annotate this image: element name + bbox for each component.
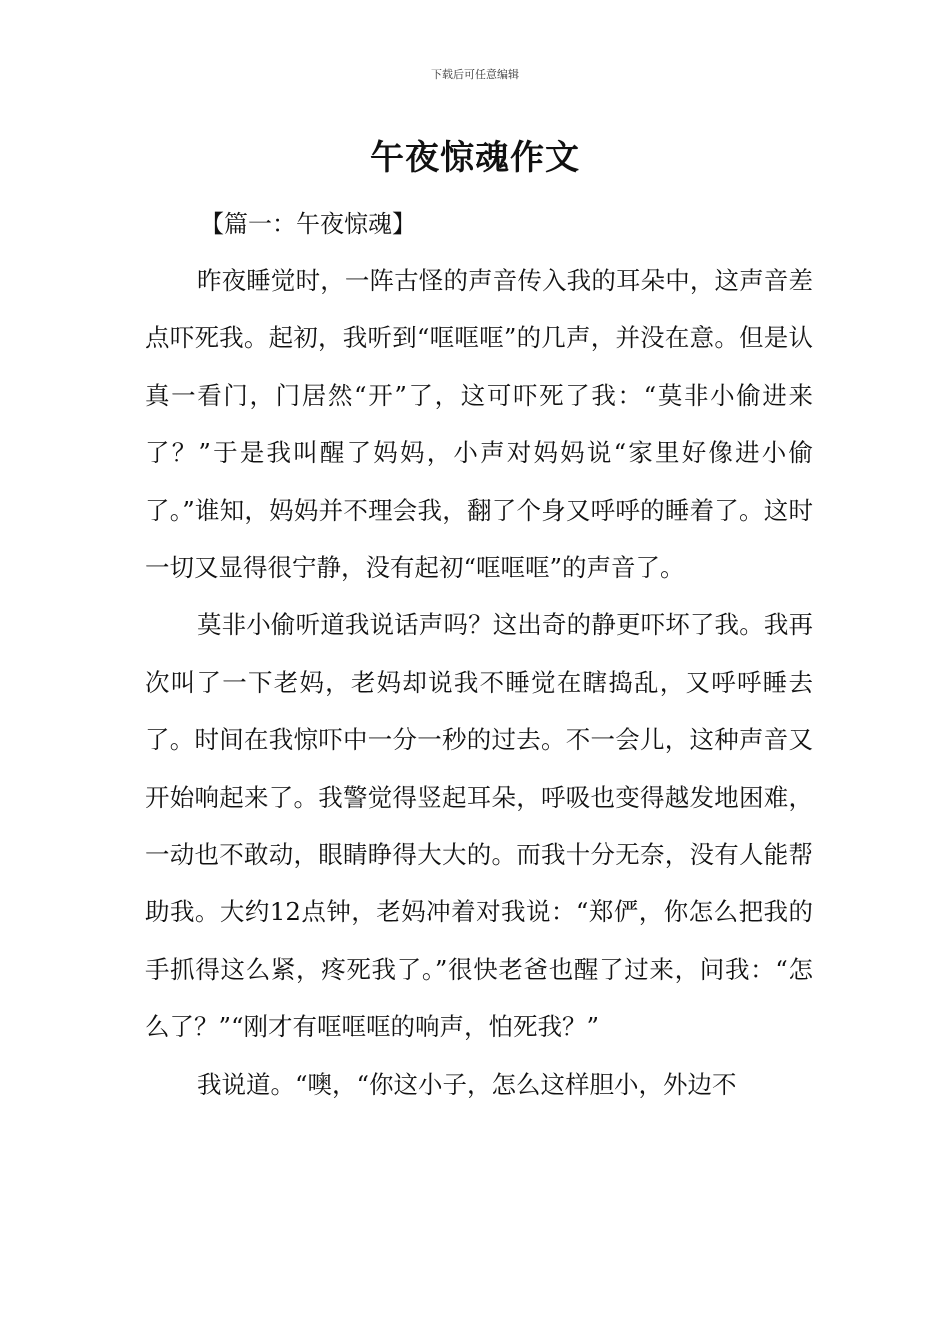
section-heading: 【篇一：午夜惊魂】 xyxy=(200,210,416,238)
header-note: 下载后可任意编辑 xyxy=(431,68,519,81)
paragraph-1: 昨夜睡觉时，一阵古怪的声音传入我的耳朵中，这声音差点吓死我。起初，我听到“哐哐哐”的几声，并没在意。但是认真一看门，门居然“开”了，这可吓死了我：“莫非小偷进来了？”于是我叫醒了妈妈，小声对妈妈说“家里好像进小偷了。”谁知，妈妈并不理会我，翻了个身又呼呼的睡着了。这时一切又显得很宁静，没有起初“哐哐哐”的声音了。 xyxy=(145,266,813,583)
paragraph-2: 莫非小偷听道我说话声吗？这出奇的静更吓坏了我。我再次叫了一下老妈，老妈却说我不睡觉在瞎捣乱，又呼呼睡去了。时间在我惊吓中一分一秒的过去。不一会儿，这种声音又开始响起来了。我警觉得竖起耳朵，呼吸也变得越发地困难，一动也不敢动，眼睛睁得大大的。而我十分无奈，没有人能帮助我。大约12点钟，老妈冲着对我说：“郑俨，你怎么把我的手抓得这么紧，疼死我了。”很快老爸也醒了过来，问我：“怎么了？”“刚才有哐哐哐的响声，怕死我？” xyxy=(145,610,813,1042)
paragraph-3: 我说道。“噢，“你这小子，怎么这样胆小，外边不 xyxy=(197,1069,737,1099)
body-text xyxy=(145,252,813,1113)
document-title: 午夜惊魂作文 xyxy=(370,138,580,178)
